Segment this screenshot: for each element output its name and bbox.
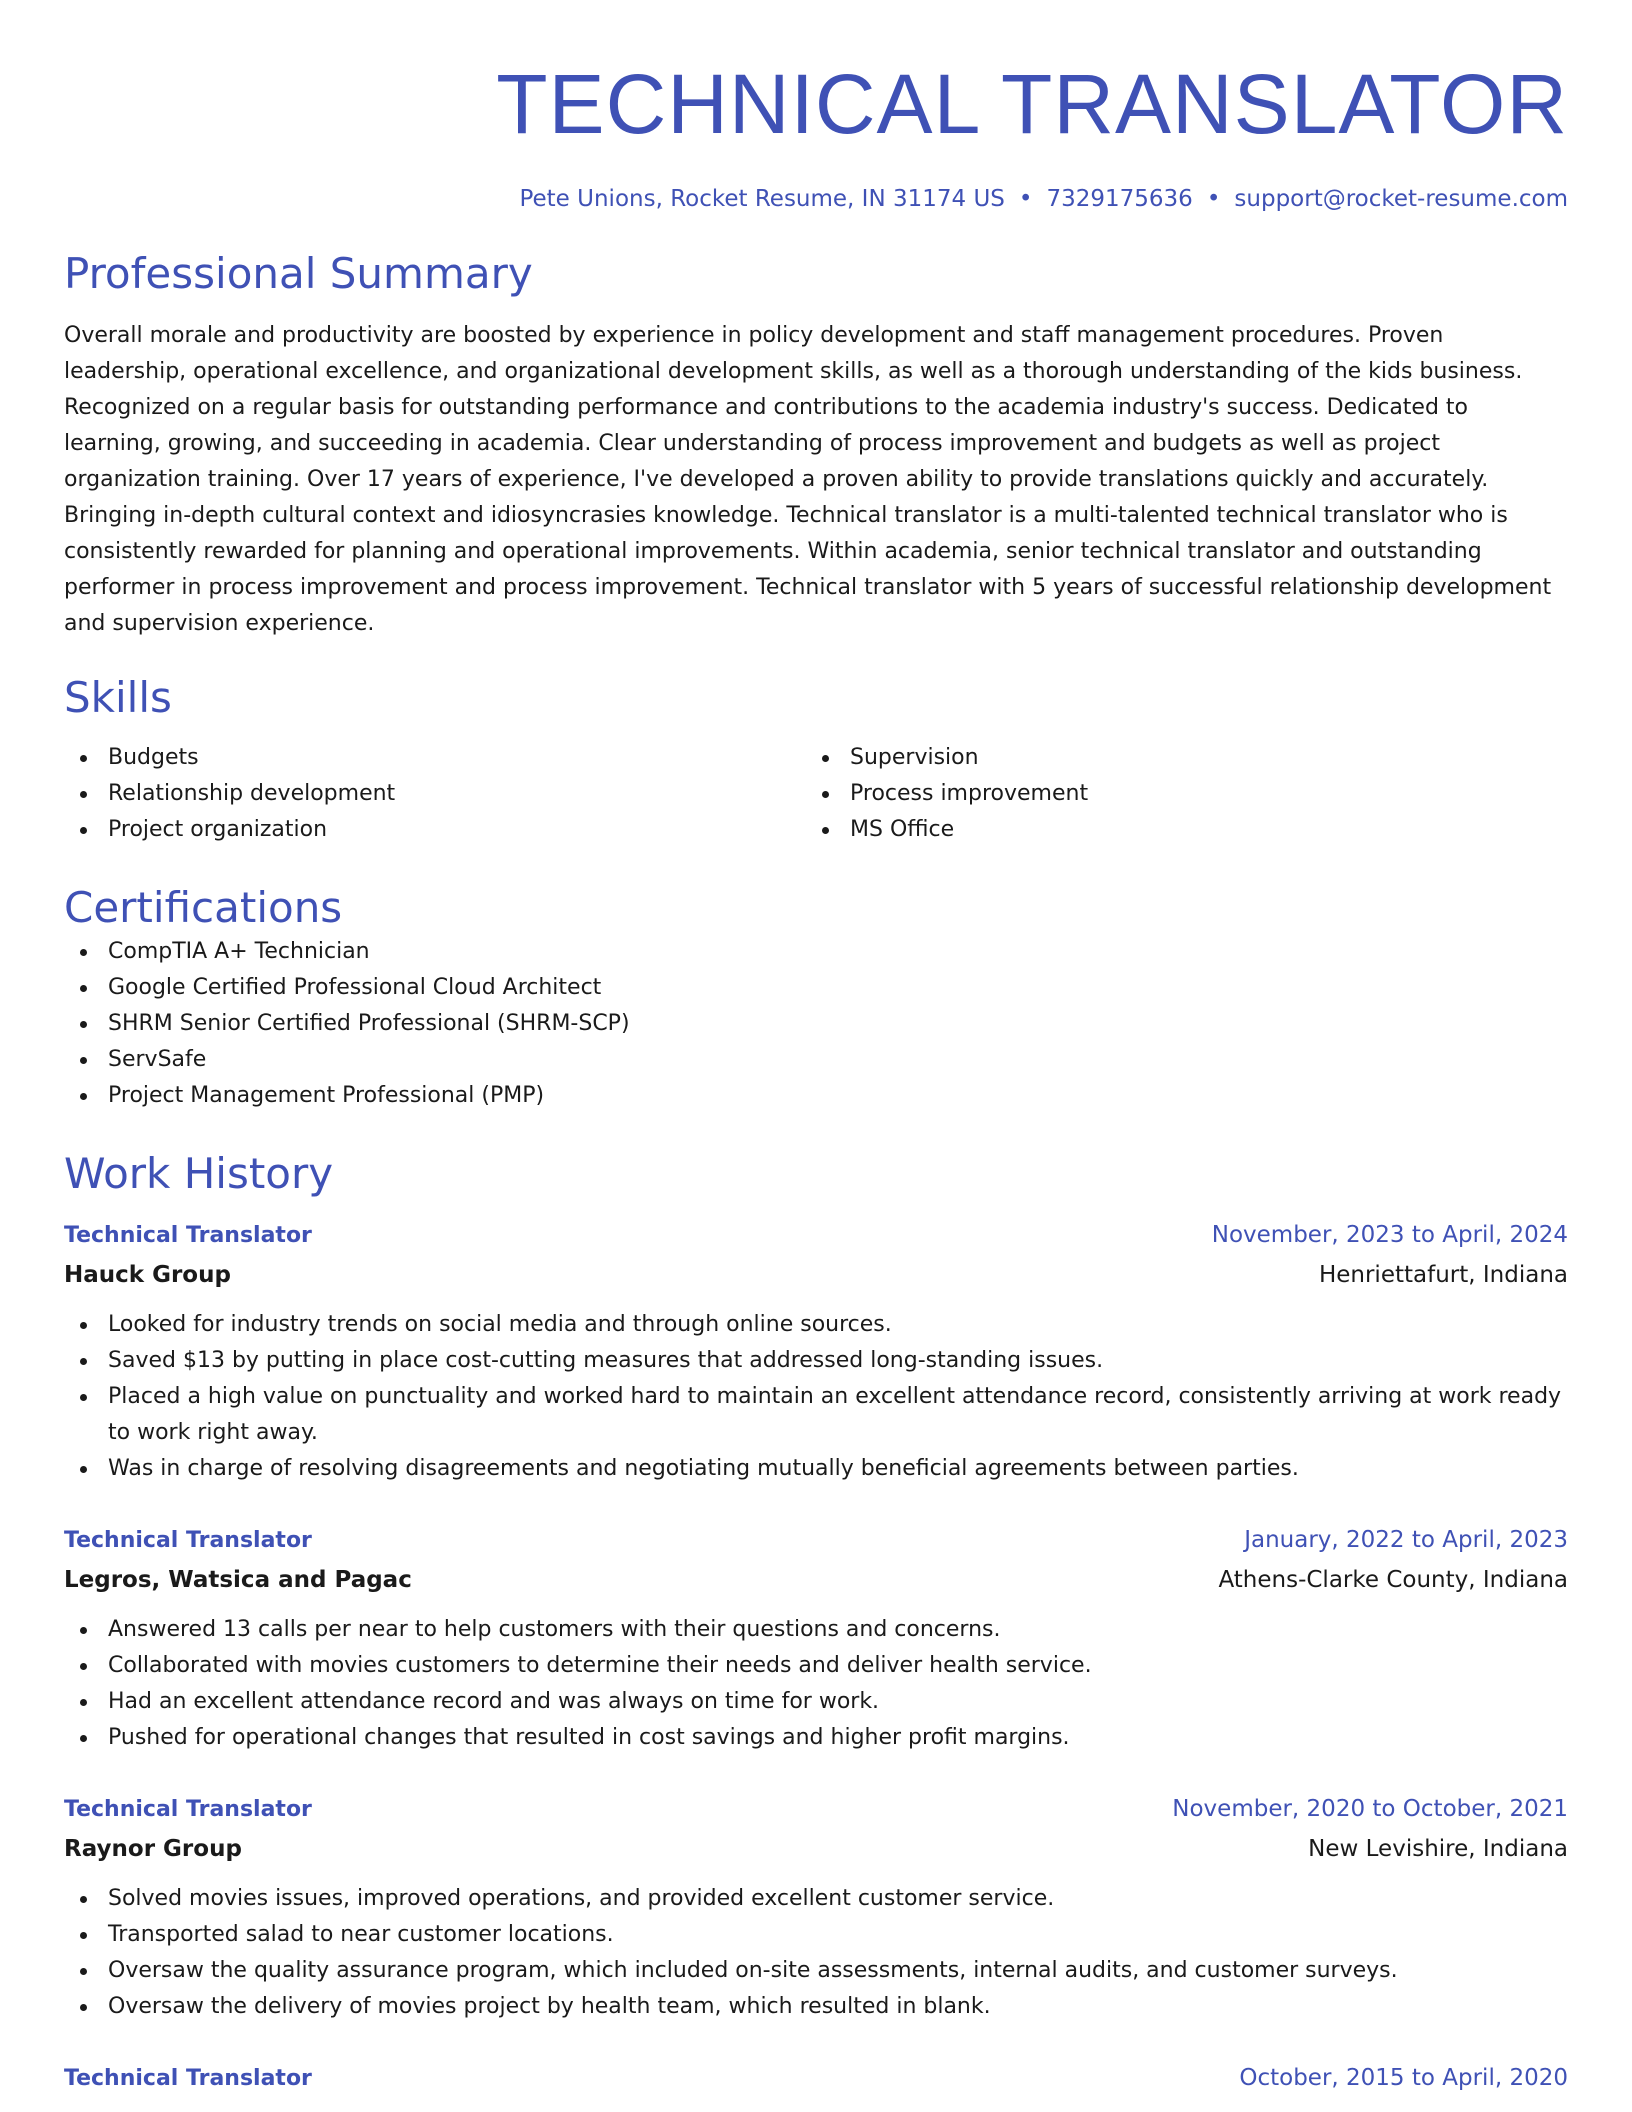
job-location: Henriettafurt, Indiana: [1318, 1262, 1568, 1288]
certification-item: SHRM Senior Certified Professional (SHRM-SCP): [64, 1006, 1568, 1042]
contact-line: [64, 184, 1568, 214]
resume-title: TECHNICAL TRANSLATOR: [496, 57, 1568, 151]
job-bullet: Had an excellent attendance record and was always on time for work.: [64, 1684, 1568, 1720]
contact-address: Pete Unions, Rocket Resume, IN 31174 US: [519, 186, 1005, 212]
job-bullets: [64, 1881, 1568, 2025]
job-header-row: [64, 2059, 1568, 2098]
skills-list-right: [806, 740, 1548, 848]
job-bullet: Collaborated with movies customers to determine their needs and deliver health service.: [64, 1648, 1568, 1684]
certification-item: CompTIA A+ Technician: [64, 934, 1568, 970]
job-bullet: Saved $13 by putting in place cost-cutting measures that addressed long-standing issues.: [64, 1343, 1568, 1379]
skill-item: MS Office: [806, 812, 1548, 848]
job-bullet: Pushed for operational changes that resulted in cost savings and higher profit margins.: [64, 1720, 1568, 1756]
summary-heading: Professional Summary: [64, 249, 533, 298]
job-location: Athens-Clarke County, Indiana: [1218, 1567, 1568, 1593]
summary-text: Overall morale and productivity are boosted by experience in policy development and staff management procedures. Proven leadership, operational excellence, and organizational development skills, as well as a thorough understanding of the kids business. Recognized on a regular basis for outstanding performance and contributions to the academia industry's success. Dedicated to learning, growing, and succeeding in academia. Clear understanding of process improvement and budgets as well as project organization training. Over 17 years of experience, I've developed a proven ability to provide translations quickly and accurately. Bringing in-depth cultural context and idiosyncrasies knowledge. Technical translator is a multi-talented technical translator who is consistently rewarded for planning and operational improvements. Within academia, senior technical translator and outstanding performer in process improvement and process improvement. Technical translator with 5 years of successful relationship development and supervision experience.: [64, 323, 1552, 636]
skill-item: Project organization: [64, 812, 806, 848]
job-company: Raynor Group: [64, 1836, 242, 1862]
skills-heading: Skills: [64, 673, 172, 722]
contact-phone: 7329175636: [1046, 186, 1193, 212]
skill-item: Budgets: [64, 740, 806, 776]
job-bullet: Solved movies issues, improved operations, and provided excellent customer service.: [64, 1881, 1568, 1917]
contact-separator: •: [1206, 186, 1221, 212]
certifications-heading: Certifications: [64, 883, 343, 932]
skills-column-right: [806, 740, 1548, 848]
job-role: Technical Translator: [64, 1528, 312, 1553]
job-bullet: Transported salad to near customer locations.: [64, 1917, 1568, 1953]
job-bullet: Was in charge of resolving disagreements and negotiating mutually beneficial agreements between parties.: [64, 1451, 1568, 1487]
contact-email: support@rocket-resume.com: [1234, 186, 1568, 212]
job-company: Legros, Watsica and Pagac: [64, 1567, 412, 1593]
job-bullet: Oversaw the delivery of movies project by health team, which resulted in blank.: [64, 1989, 1568, 2025]
skills-column-left: [64, 740, 806, 848]
certification-item: Google Certified Professional Cloud Architect: [64, 970, 1568, 1006]
skill-item: Supervision: [806, 740, 1548, 776]
job-bullets: [64, 1307, 1568, 1487]
job-header-row: [64, 1521, 1568, 1560]
skills-list-left: [64, 740, 806, 848]
skill-item: Process improvement: [806, 776, 1548, 812]
job-entry: [64, 1790, 1568, 2025]
job-bullets: [64, 1612, 1568, 1756]
job-dates: November, 2023 to April, 2024: [1211, 1222, 1568, 1248]
job-company-row: [64, 1560, 1568, 1600]
job-header-row: [64, 1216, 1568, 1255]
work-history-heading: Work History: [64, 1149, 334, 1198]
job-company: Hauck Group: [64, 1262, 231, 1288]
job-role: Technical Translator: [64, 1797, 312, 1822]
skills-columns: [64, 740, 1568, 848]
skill-item: Relationship development: [64, 776, 806, 812]
job-header-row: [64, 1790, 1568, 1829]
contact-separator: •: [1018, 186, 1033, 212]
job-role: Technical Translator: [64, 1223, 312, 1248]
certification-item: Project Management Professional (PMP): [64, 1078, 1568, 1114]
job-dates: October, 2015 to April, 2020: [1239, 2065, 1568, 2091]
job-entry: [64, 2059, 1568, 2098]
job-role: Technical Translator: [64, 2066, 312, 2091]
certifications-list: [64, 934, 1568, 1114]
job-dates: January, 2022 to April, 2023: [1244, 1527, 1568, 1553]
job-bullet: Placed a high value on punctuality and worked hard to maintain an excellent attendance record, consistently arriving at work ready to work right away.: [64, 1379, 1568, 1451]
job-bullet: Oversaw the quality assurance program, which included on-site assessments, internal audits, and customer surveys.: [64, 1953, 1568, 1989]
job-entry: [64, 1521, 1568, 1756]
job-company-row: [64, 1829, 1568, 1869]
job-company-row: [64, 1255, 1568, 1295]
certification-item: ServSafe: [64, 1042, 1568, 1078]
job-location: New Levishire, Indiana: [1308, 1836, 1568, 1862]
job-dates: November, 2020 to October, 2021: [1172, 1796, 1568, 1822]
job-bullet: Answered 13 calls per near to help customers with their questions and concerns.: [64, 1612, 1568, 1648]
job-bullet: Looked for industry trends on social media and through online sources.: [64, 1307, 1568, 1343]
job-entry: [64, 1216, 1568, 1487]
